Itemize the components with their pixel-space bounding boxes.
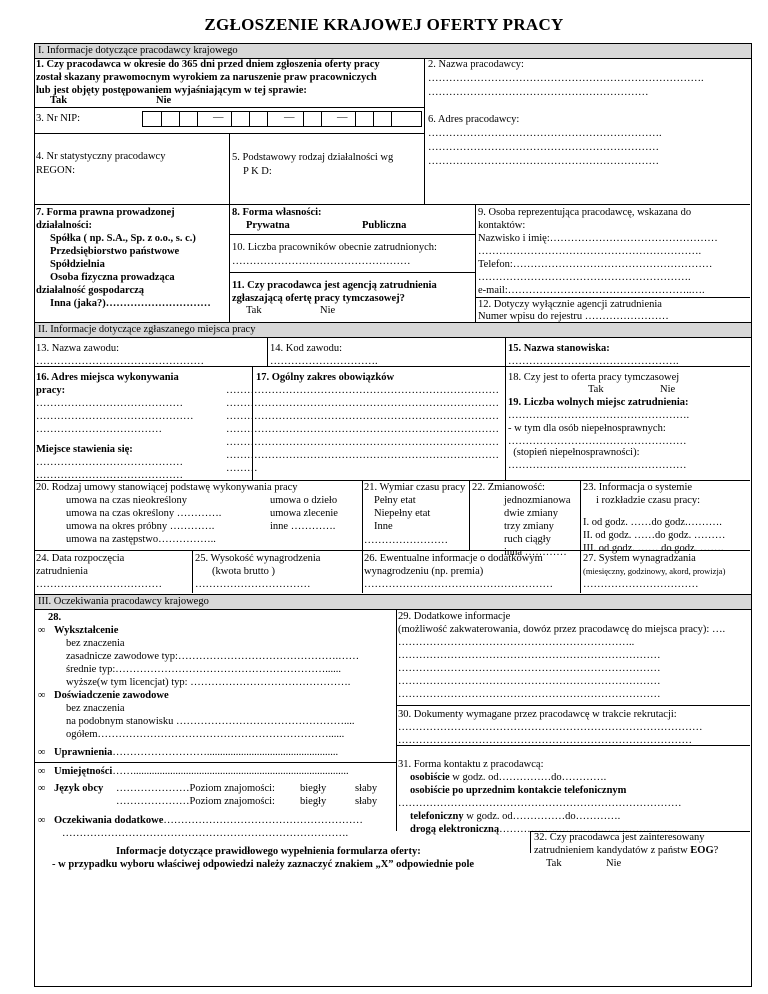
q29-label: 29. Dodatkowe informacje <box>398 611 511 622</box>
q2-label: 2. Nazwa pracodawcy: <box>428 59 524 70</box>
q22-option[interactable]: jednozmianowa <box>504 495 571 506</box>
q31-phone-option[interactable] <box>410 810 620 823</box>
q2-field[interactable]: ……………………………………………………… <box>428 87 649 98</box>
bullet-icon: ∞ <box>38 747 46 758</box>
q3-label: 3. Nr NIP: <box>36 113 81 124</box>
q20-label: 20. Rodzaj umowy stanowiącej podstawę wykonywania pracy <box>36 482 298 493</box>
q31-personal-label: osobiście <box>410 772 450 783</box>
experience-option[interactable]: bez znaczenia <box>66 703 125 714</box>
q31-email-field[interactable]: …………………………………………… <box>499 824 678 835</box>
q6-label: 6. Adres pracodawcy: <box>428 114 520 125</box>
q8-option-public[interactable]: Publiczna <box>362 220 407 231</box>
bullet-icon: ∞ <box>38 783 46 794</box>
extra-field[interactable]: ………………………………………………………………………. <box>62 828 349 839</box>
experience-item[interactable] <box>38 689 169 702</box>
q32-option-no[interactable]: Nie <box>606 858 622 869</box>
q17-field[interactable]: …………………………………………………………………… <box>226 411 499 422</box>
q32-label-line: 32. Czy pracodawca jest zainteresowany <box>534 832 705 843</box>
bullet-icon: ∞ <box>38 625 46 636</box>
experience-label: Doświadczenie zawodowe <box>54 690 169 701</box>
q20-option[interactable]: umowa na czas nieokreślony <box>66 495 188 506</box>
q17-field[interactable]: …………………………………………………………………… <box>226 437 499 448</box>
q10-label: 10. Liczba pracowników obecnie zatrudnionych: <box>232 242 437 253</box>
instructions-note: - w przypadku wyboru właściwej odpowiedzi należy zaznaczyć znakiem „X” odpowiednie pole <box>52 859 475 870</box>
q29-field[interactable]: ………………………………………………………………… <box>398 689 661 700</box>
q22-label: 22. Zmianowość: <box>472 482 545 493</box>
q16-field[interactable]: ……………………………… <box>36 424 162 435</box>
q16-meet-label: Miejsce stawienia się: <box>36 444 133 455</box>
nip-dash: — <box>284 112 295 123</box>
q1-line: lub jest objęty postępowaniem wyjaśniającym w tej sprawie: <box>36 85 307 97</box>
q31-phone-label: telefoniczny <box>410 811 464 822</box>
q6-field[interactable]: ………………………………………………………… <box>428 156 659 167</box>
q9-label-line: kontaktów: <box>478 220 526 232</box>
q25-field[interactable]: …………………………… <box>195 579 311 590</box>
experience-field[interactable]: ogółem…………………………………………………………...... <box>66 729 345 740</box>
q22-option[interactable]: inna ………… <box>504 547 567 558</box>
q19-disabled-field[interactable]: …………………………………………… <box>508 436 687 447</box>
skills-item[interactable] <box>38 765 393 778</box>
q29-field[interactable]: ………………………………………………………….. <box>398 637 635 648</box>
q7-option-cont: działalność gospodarczą <box>36 285 145 296</box>
q7-option[interactable]: Przedsiębiorstwo państwowe <box>50 246 180 257</box>
q16-label <box>36 371 179 397</box>
q12-label: 12. Dotyczy wyłącznie agencji zatrudnienia <box>478 299 662 310</box>
q9-phone-field[interactable]: Telefon:………………………………………………… <box>478 259 713 270</box>
q12-field[interactable]: Numer wpisu do rejestru …………………… <box>478 311 669 322</box>
q1-option-no[interactable]: Nie <box>156 95 172 106</box>
bullet-icon: ∞ <box>38 690 46 701</box>
q19-degree-field[interactable]: …………………………………………… <box>508 460 687 471</box>
education-field[interactable]: zasadnicze zawodowe typ:……………………………………….…… <box>66 651 360 662</box>
q15-label: 15. Nazwa stanowiska: <box>508 343 610 354</box>
q19-disabled-label: - w tym dla osób niepełnosprawnych: <box>508 423 666 434</box>
q23-sublabel: i rozkładzie czasu pracy: <box>596 495 701 506</box>
q18-option-yes[interactable]: Tak <box>588 384 604 395</box>
q17-label: 17. Ogólny zakres obowiązków <box>256 372 395 383</box>
q7-label-line: działalności: <box>36 220 93 232</box>
education-option[interactable]: bez znaczenia <box>66 638 125 649</box>
q14-label: 14. Kod zawodu: <box>270 343 343 354</box>
q23-shift-field[interactable]: II. od godz. ……do godz. ……… <box>583 530 726 541</box>
q21-field[interactable]: …………………… <box>364 535 448 546</box>
q21-option[interactable]: Pełny etat <box>374 495 416 506</box>
level-weak-option[interactable]: słaby <box>355 796 378 807</box>
q28-label: 28. <box>48 612 62 623</box>
q26-label: 26. Ewentualne informacje o dodatkowym <box>364 553 543 564</box>
q15-field[interactable]: …………………………………………. <box>508 356 679 367</box>
q24-field[interactable]: ……………………………… <box>36 579 162 590</box>
q16-label-line: pracy: <box>36 385 66 397</box>
q23-shift-field[interactable]: I. od godz. ……do godz.………. <box>583 517 722 528</box>
nip-dash: — <box>337 112 348 123</box>
language-field[interactable]: …………………Poziom znajomości: <box>116 796 275 807</box>
q29-sublabel: (możliwość zakwaterowania, dowóz przez pracodawcę do miejsca pracy): …. <box>398 624 726 635</box>
q23-shift-field[interactable]: III. od godz. …… do godz. ……. <box>583 543 724 554</box>
q7-label-line: 7. Forma prawna prowadzonej <box>36 207 175 218</box>
q20-option[interactable]: umowa na zastępstwo…………….. <box>66 534 216 545</box>
education-field[interactable]: średnie typ:……………………………………………………...... <box>66 664 342 675</box>
q19-field[interactable]: ……………………………………………. <box>508 410 690 421</box>
q9-email-field[interactable]: e-mail:……………………………………………..…. <box>478 285 705 296</box>
q20-option[interactable]: inne …………. <box>270 521 336 532</box>
q11-label <box>232 279 437 305</box>
q7-option[interactable]: Inna (jaka?)………………………… <box>50 298 211 309</box>
q20-option[interactable]: umowa na czas określony …………. <box>66 508 222 519</box>
q1-line: został skazany prawomocnym wyrokiem za naruszenie praw pracowniczych <box>36 72 377 84</box>
q19-degree-label: (stopień niepełnosprawności): <box>508 447 640 458</box>
q6-field[interactable]: ………………………………………………………… <box>428 142 659 153</box>
language-field[interactable]: …………………Poziom znajomości: <box>116 783 275 794</box>
q11-option-no[interactable]: Nie <box>320 305 336 316</box>
q20-option[interactable]: umowa zlecenie <box>270 508 338 519</box>
q27-sublabel: (miesięczny, godzinowy, akord, prowizja) <box>583 566 726 576</box>
section-1-header: I. Informacje dotyczące pracodawcy krajowego <box>34 43 752 59</box>
permissions-item[interactable] <box>38 746 388 759</box>
q20-option[interactable]: umowa o dzieło <box>270 495 338 506</box>
skills-label: Umiejętności <box>54 766 113 777</box>
q31-personal-hours[interactable]: w godz. od……………do…………. <box>449 772 607 783</box>
permissions-field[interactable]: ……………………….................................................. <box>112 747 339 758</box>
q4-label: 4. Nr statystyczny pracodawcy <box>36 151 166 162</box>
q22-option[interactable]: trzy zmiany <box>504 521 554 532</box>
experience-field[interactable]: na podobnym stanowisku ………………………………………….... <box>66 716 355 727</box>
nip-input[interactable] <box>142 111 422 127</box>
instructions-note: Informacje dotyczące prawidłowego wypełnienia formularza oferty: <box>116 846 421 857</box>
q22-option[interactable]: dwie zmiany <box>504 508 558 519</box>
q31-phone-first-option[interactable]: osobiście po uprzednim kontakcie telefonicznym <box>410 785 627 796</box>
q7-option[interactable]: Spółka ( np. S.A., Sp. z o.o., s. c.) <box>50 233 196 244</box>
q9-name-field[interactable]: Nazwisko i imię:………………………………………… <box>478 233 718 244</box>
q17-field[interactable]: …………………………………………………………………… <box>226 424 499 435</box>
q30-field[interactable]: …………………………………………………………………………… <box>398 722 703 733</box>
q24-sublabel: zatrudnienia <box>36 566 88 577</box>
q21-option[interactable]: Inne <box>374 521 393 532</box>
q27-label: 27. System wynagradzania <box>583 553 696 564</box>
q8-option-private[interactable]: Prywatna <box>246 220 290 231</box>
q7-option[interactable]: Spółdzielnia <box>50 259 105 270</box>
q30-label: 30. Dokumenty wymagane przez pracodawcę w trakcie rekrutacji: <box>398 709 677 720</box>
q5-label: 5. Podstawowy rodzaj działalności wg <box>232 152 394 163</box>
q21-option[interactable]: Niepełny etat <box>374 508 431 519</box>
level-weak-option[interactable]: słaby <box>355 783 378 794</box>
nip-dash: — <box>213 112 224 123</box>
q1-line: 1. Czy pracodawca w okresie do 365 dni przed dniem zgłoszenia oferty pracy <box>36 59 380 70</box>
q17-field[interactable]: …………………………………………………………………… <box>226 385 499 396</box>
q20-option[interactable]: umowa na okres próbny …………. <box>66 521 215 532</box>
q31-email-label: drogą elektroniczną <box>410 824 500 835</box>
extra-item[interactable] <box>38 814 363 827</box>
q27-field[interactable]: …………………………… <box>583 579 699 590</box>
extra-label: Oczekiwania dodatkowe <box>54 815 164 826</box>
q1-option-yes[interactable]: Tak <box>50 95 68 106</box>
skills-field[interactable]: …….................................................................................. <box>112 766 349 777</box>
q10-field[interactable]: …………………………………………… <box>232 256 411 267</box>
language-label: Język obcy <box>54 783 104 794</box>
q16-field[interactable]: …………………………………… <box>36 398 183 409</box>
level-fluent-option[interactable]: biegły <box>300 796 327 807</box>
bullet-icon: ∞ <box>38 815 46 826</box>
level-fluent-option[interactable]: biegły <box>300 783 327 794</box>
q32-option-yes[interactable]: Tak <box>546 858 562 869</box>
q5-pkd[interactable]: P K D: <box>243 166 272 177</box>
q13-label: 13. Nazwa zawodu: <box>36 343 120 354</box>
q25-label: 25. Wysokość wynagrodzenia <box>195 553 321 564</box>
q32-eog: EOG <box>690 845 714 857</box>
education-field[interactable]: wyższe(w tym licencjat) typ: ………………………………………. <box>66 677 351 688</box>
q29-field[interactable]: ………………………………………………………………… <box>398 676 661 687</box>
extra-field[interactable]: ………………………………………………… <box>163 815 363 826</box>
section-3-header: III. Oczekiwania pracodawcy krajowego <box>34 594 752 610</box>
q6-field[interactable]: …………………………………………………………. <box>428 128 662 139</box>
q31-label: 31. Forma kontaktu z pracodawcą: <box>398 759 544 770</box>
q16-field[interactable]: ……………………………………… <box>36 411 194 422</box>
education-label: Wykształcenie <box>54 625 119 636</box>
q9-field[interactable]: ……………………………………………………. <box>478 272 691 283</box>
q29-field[interactable]: ………………………………………………………………… <box>398 663 661 674</box>
q17-field[interactable]: ……… <box>226 463 258 474</box>
section-2-header: II. Informacje dotyczące zgłaszanego miejsca pracy <box>34 322 752 338</box>
q4-regon[interactable]: REGON: <box>36 165 76 176</box>
q32-label <box>534 831 718 857</box>
q7-label <box>36 206 175 232</box>
q16-label-line: 16. Adres miejsca wykonywania <box>36 372 179 383</box>
q16-meet-field[interactable]: …………………………………… <box>36 457 183 468</box>
q18-option-no[interactable]: Nie <box>660 384 676 395</box>
q13-field[interactable]: ………………………………………… <box>36 356 204 367</box>
q8-label: 8. Forma własności: <box>232 207 322 218</box>
form-title: ZGŁOSZENIE KRAJOWEJ OFERTY PRACY <box>204 15 564 34</box>
bullet-icon: ∞ <box>38 766 46 777</box>
q11-label-line: zgłaszającą ofertę pracy tymczasowej? <box>232 293 405 305</box>
q24-label: 24. Data rozpoczęcia <box>36 553 125 564</box>
q26-sublabel: wynagrodzeniu (np. premia) <box>364 566 484 577</box>
q17-field[interactable]: …………………………………………………………………… <box>226 450 499 461</box>
q11-label-line: 11. Czy pracodawca jest agencją zatrudnienia <box>232 280 437 291</box>
q7-option[interactable]: Osoba fizyczna prowadząca <box>50 272 175 283</box>
q9-field[interactable]: ………………………………………………………. <box>478 246 702 257</box>
q22-option[interactable]: ruch ciągły <box>504 534 551 545</box>
q18-label: 18. Czy jest to oferta pracy tymczasowej <box>508 372 680 383</box>
q17-field[interactable]: …………………………………………………………………… <box>226 398 499 409</box>
q32-qmark: ? <box>713 845 719 857</box>
q26-field[interactable]: ……………………………………………… <box>364 579 553 590</box>
education-item[interactable] <box>38 624 118 637</box>
q31-personal-option[interactable] <box>410 771 606 784</box>
q31-field[interactable]: ……………………………………………………………………… <box>398 798 682 809</box>
q32-label-line: zatrudnieniem kandydatów z państw <box>534 845 688 857</box>
q29-field[interactable]: ………………………………………………………………… <box>398 650 661 661</box>
q25-sublabel: (kwota brutto ) <box>212 566 275 577</box>
q19-label: 19. Liczba wolnych miejsc zatrudnienia: <box>508 397 689 408</box>
language-item[interactable] <box>38 782 103 795</box>
q11-option-yes[interactable]: Tak <box>246 305 262 316</box>
q23-label: 23. Informacja o systemie <box>583 482 693 493</box>
q9-label <box>478 206 691 232</box>
q1-question <box>36 58 426 97</box>
q31-phone-hours[interactable]: w godz. od……………do…………. <box>463 811 621 822</box>
q16-meet-field[interactable]: …………………………………… <box>36 470 183 481</box>
q21-label: 21. Wymiar czasu pracy <box>364 482 466 493</box>
q2-field[interactable]: ……………………………………………………………………. <box>428 73 704 84</box>
permissions-label: Uprawnienia <box>54 747 113 758</box>
q9-label-line: 9. Osoba reprezentująca pracodawcę, wskazana do <box>478 207 692 218</box>
q30-field[interactable]: ………………………………………………………………………… <box>398 735 692 746</box>
q14-field[interactable]: …………………………. <box>270 356 378 367</box>
